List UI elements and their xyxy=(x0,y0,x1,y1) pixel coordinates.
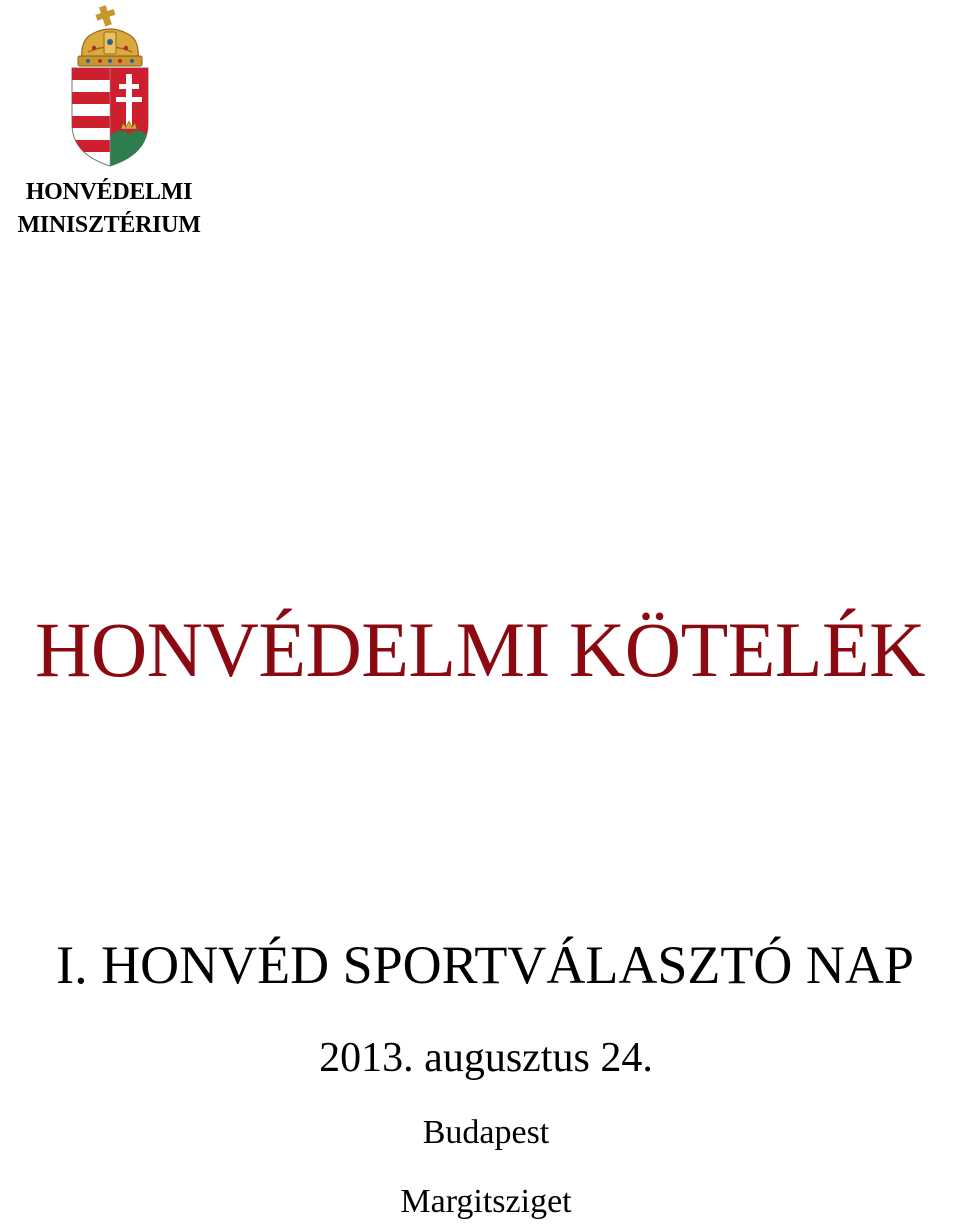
event-venue: Margitsziget xyxy=(400,1183,572,1220)
event-date: 2013. augusztus 24. xyxy=(319,1035,653,1081)
document-title: HONVÉDELMI KÖTELÉK xyxy=(35,606,925,693)
ministry-name-line1: HONVÉDELMI xyxy=(25,179,193,205)
crown-cross xyxy=(96,5,116,26)
ministry-name xyxy=(2,176,216,242)
hungarian-coat-of-arms-icon xyxy=(68,2,152,168)
ministry-name-line2: MINISZTÉRIUM xyxy=(17,212,201,238)
holy-crown xyxy=(78,29,142,66)
event-city: Budapest xyxy=(422,1114,550,1151)
shield xyxy=(72,68,148,168)
event-title: I. HONVÉD SPORTVÁLASZTÓ NAP xyxy=(56,935,914,995)
